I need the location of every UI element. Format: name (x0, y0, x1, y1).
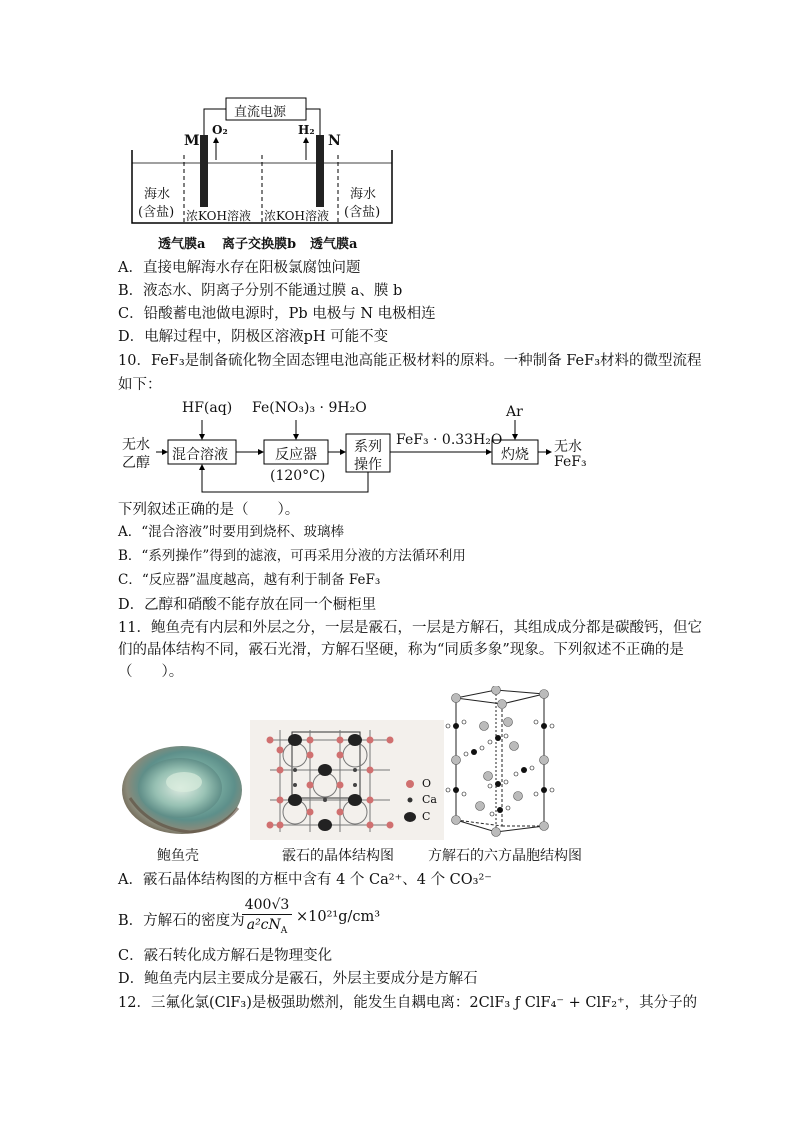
q10-option-d: D．乙醇和硝酸不能存放在同一个橱柜里 (118, 597, 377, 613)
flow-fe-salt-label: Fe(NO₃)₃ · 9H₂O (252, 400, 367, 416)
fraction-denominator (242, 915, 292, 941)
flow-temperature-label: (120°C) (270, 468, 326, 484)
power-supply-label: 直流电源 (234, 105, 287, 120)
aragonite-lattice-svg (250, 720, 444, 840)
seawater-right-label: 海水 (350, 187, 377, 202)
membrane-a-right-label: 透气膜a (310, 237, 358, 252)
flow-input-line2: 乙醇 (122, 455, 150, 471)
flow-burn-box: 灼烧 (501, 447, 529, 463)
density-fraction (242, 896, 292, 941)
flow-series-line2: 操作 (354, 457, 382, 473)
koh-right-label: 浓KOH溶液 (264, 209, 329, 223)
q11-stem-line3: （ ）。 (118, 664, 184, 680)
legend-carbon-label: C (422, 810, 431, 823)
membrane-a-left-label: 透气膜a (158, 237, 206, 252)
hydrogen-label: H₂ (298, 123, 315, 137)
abalone-shell-svg (120, 738, 244, 838)
flow-reactor-box: 反应器 (275, 447, 317, 463)
legend-oxygen-label: O (422, 777, 432, 790)
q11-stem-line1: 11．鲍鱼壳有内层和外层之分，一层是霰石，一层是方解石，其组成成分都是碳酸钙，但它 (118, 620, 702, 636)
koh-left-label: 浓KOH溶液 (186, 209, 251, 223)
flow-input-line1: 无水 (122, 437, 150, 453)
q11-option-b (118, 896, 518, 942)
oxygen-label: O₂ (212, 123, 228, 137)
legend-calcium-label: Ca (422, 793, 437, 806)
flow-mix-box: 混合溶液 (172, 447, 228, 463)
q10-question: 下列叙述正确的是（ ）。 (118, 502, 300, 518)
caption-calcite: 方解石的六方晶胞结构图 (428, 848, 582, 864)
flow-hf-label: HF(aq) (182, 400, 233, 416)
electrolysis-diagram (118, 95, 408, 255)
denominator-subscript: A (280, 925, 288, 936)
q10-stem-line2: 如下： (118, 377, 162, 393)
seawater-left-label: 海水 (144, 187, 171, 202)
aragonite-structure-image (250, 720, 444, 840)
flow-intermediate-label: FeF₃ · 0.33H₂O (396, 432, 503, 448)
option-b-suffix: ×10²¹g/cm³ (296, 909, 381, 925)
fraction-numerator: 400√3 (242, 896, 292, 915)
caption-abalone-shell: 鲍鱼壳 (157, 848, 199, 864)
q11-option-c: C．霰石转化成方解石是物理变化 (118, 948, 333, 964)
q12-stem: 12．三氟化氯(ClF₃)是极强助燃剂，能发生自耦电离：2ClF₃ ƒ ClF₄⁻ + ClF₂⁺，其分子的 (118, 995, 698, 1011)
q9-option-a: A．直接电解海水存在阳极氯腐蚀问题 (118, 260, 361, 276)
calcite-unit-cell-image (444, 686, 556, 838)
electrode-n-label: N (328, 133, 341, 149)
flow-series-line1: 系列 (354, 439, 382, 455)
q10-stem-line1: 10．FeF₃是制备硫化物全固态锂电池高能正极材料的原料。一种制备 FeF₃材料的微型流程 (118, 353, 702, 369)
electrode-m-label: M (184, 133, 200, 149)
caption-aragonite: 霰石的晶体结构图 (282, 848, 394, 864)
membrane-b-label: 离子交换膜b (222, 237, 297, 252)
denominator-text: a²cN (246, 917, 281, 933)
flow-ar-label: Ar (506, 404, 523, 420)
q9-option-d: D．电解过程中，阴极区溶液pH 可能不变 (118, 329, 389, 345)
q11-stem-line2: 们的晶体结构不同，霰石光滑，方解石坚硬，称为“同质多象”现象。下列叙述不正确的是 (118, 642, 684, 658)
q9-option-b: B．液态水、阴离子分别不能通过膜 a、膜 b (118, 283, 403, 299)
salt-right-label: (含盐) (344, 205, 381, 220)
salt-left-label: (含盐) (138, 205, 175, 220)
process-flow-diagram (118, 398, 598, 498)
option-b-prefix: B．方解石的密度为 (118, 913, 245, 929)
q10-option-b: B．“系列操作”得到的滤液，可再采用分液的方法循环利用 (118, 548, 466, 564)
abalone-shell-image (120, 738, 244, 838)
q9-option-c: C．铅酸蓄电池做电源时，Pb 电极与 N 电极相连 (118, 306, 436, 322)
q10-option-c: C．“反应器”温度越高，越有利于制备 FeF₃ (118, 572, 381, 588)
calcite-cell-svg (444, 686, 556, 838)
q11-option-d: D．鲍鱼壳内层主要成分是霰石，外层主要成分是方解石 (118, 971, 478, 987)
q10-option-a: A．“混合溶液”时要用到烧杯、玻璃棒 (118, 524, 345, 540)
flow-output-line2: FeF₃ (554, 454, 587, 470)
q11-option-a: A．霰石晶体结构图的方框中含有 4 个 Ca²⁺、4 个 CO₃²⁻ (118, 872, 492, 888)
flow-output-line1: 无水 (554, 439, 582, 455)
